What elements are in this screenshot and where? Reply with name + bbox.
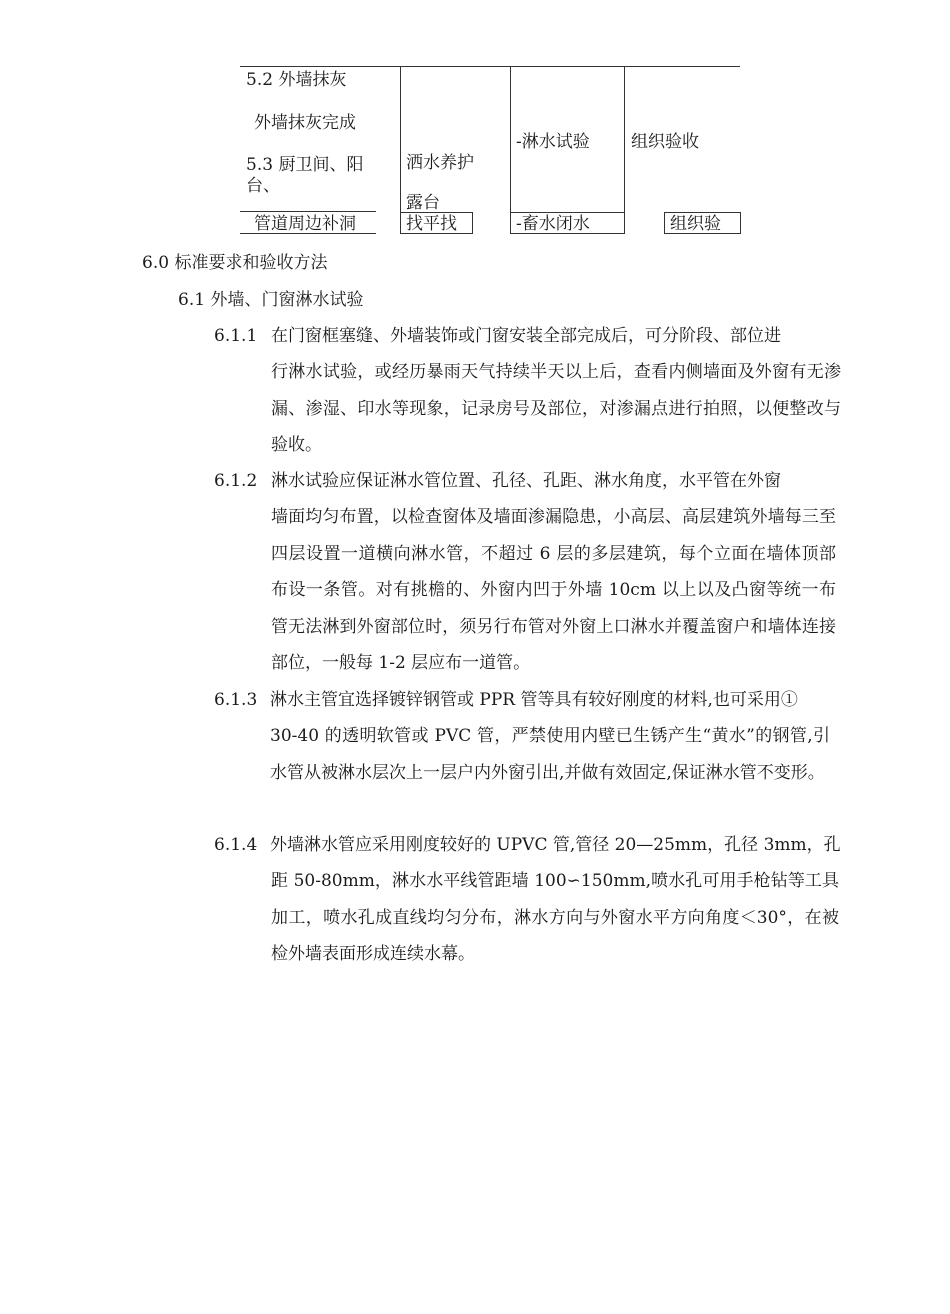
table-cell-edge [472, 212, 473, 234]
table-cell-text: 组织验收 [631, 132, 699, 152]
table-cell-text: 5.3 厨卫间、阳 [246, 155, 364, 175]
table-col-divider-3 [624, 66, 625, 234]
table-cell-text: 组织验 [670, 214, 721, 234]
table-col-divider-1 [400, 66, 401, 234]
item-body: 30-40 的透明软管或 PVC 管，严禁使用内壁已生锈产生“黄水”的钢管,引水管从被淋水层次上一层户内外窗引出,并做有效固定,保证淋水管不变形。 [270, 726, 830, 783]
table-cell-text: 找平找 [406, 214, 457, 234]
item-number: 6.1.2 [214, 471, 258, 491]
item-first-line: 在门窗框塞缝、外墙装饰或门窗安装全部完成后，可分阶段、部位进 [271, 326, 781, 346]
table-cell-edge [740, 212, 741, 234]
table-cell-edge [664, 212, 665, 234]
table-top-border [240, 66, 740, 67]
table-cell-text: 台、 [246, 176, 280, 196]
table-cell-text: -淋水试验 [516, 132, 590, 152]
table-cell-text: -畜水闭水 [516, 214, 590, 234]
table-cell-text: 露台 [406, 193, 440, 213]
table-cell-text: 洒水养护 [406, 153, 474, 173]
table-row-divider [240, 211, 376, 212]
item-number: 6.1.3 [214, 690, 258, 710]
item-body: 距 50-80mm，淋水水平线管距墙 100∽150mm,喷水孔可用手枪钻等工具加工，喷水孔成直线均匀分布，淋水方向与外窗水平方向角度＜30°，在被检外墙表面形成连续水幕。 [271, 871, 839, 964]
item-body: 墙面均匀布置，以检查窗体及墙面渗漏隐患，小高层、高层建筑外墙每三至四层设置一道横向淋水管，不超过 6 层的多层建筑，每个立面在墙体顶部布设一条管。对有挑檐的、外窗内凹于外墙 10cm 以上以及凸窗等统一布管无法淋到外窗部位时，须另行布管对外窗上口淋水并覆盖窗户和墙体连接部位，一般每 1-2 层应布一道管。 [271, 507, 836, 673]
item-number: 6.1.1 [214, 326, 258, 346]
table-bottom-border-col3 [510, 212, 624, 213]
item-number: 6.1.4 [214, 835, 258, 855]
section-heading: 6.0 标准要求和验收方法 [142, 253, 328, 273]
table-cell-text: 管道周边补洞 [254, 214, 356, 234]
table-bottom-border-col4 [664, 212, 740, 213]
item-first-line: 淋水主管宜选择镀锌钢管或 PPR 管等具有较好刚度的材料,也可采用① [270, 690, 798, 710]
subsection-heading: 6.1 外墙、门窗淋水试验 [178, 290, 364, 310]
item-first-line: 外墙淋水管应采用刚度较好的 UPVC 管,管径 20—25mm，孔径 3mm，孔 [270, 835, 841, 855]
table-cell-text: 5.2 外墙抹灰 [246, 70, 347, 90]
table-cell-text: 外墙抹灰完成 [254, 113, 356, 133]
item-body: 行淋水试验，或经历暴雨天气持续半天以上后，查看内侧墙面及外窗有无渗漏、渗湿、印水等现象，记录房号及部位，对渗漏点进行拍照，以便整改与验收。 [271, 362, 841, 455]
item-first-line: 淋水试验应保证淋水管位置、孔径、孔距、淋水角度，水平管在外窗 [271, 471, 781, 491]
table-col-divider-2 [510, 66, 511, 234]
